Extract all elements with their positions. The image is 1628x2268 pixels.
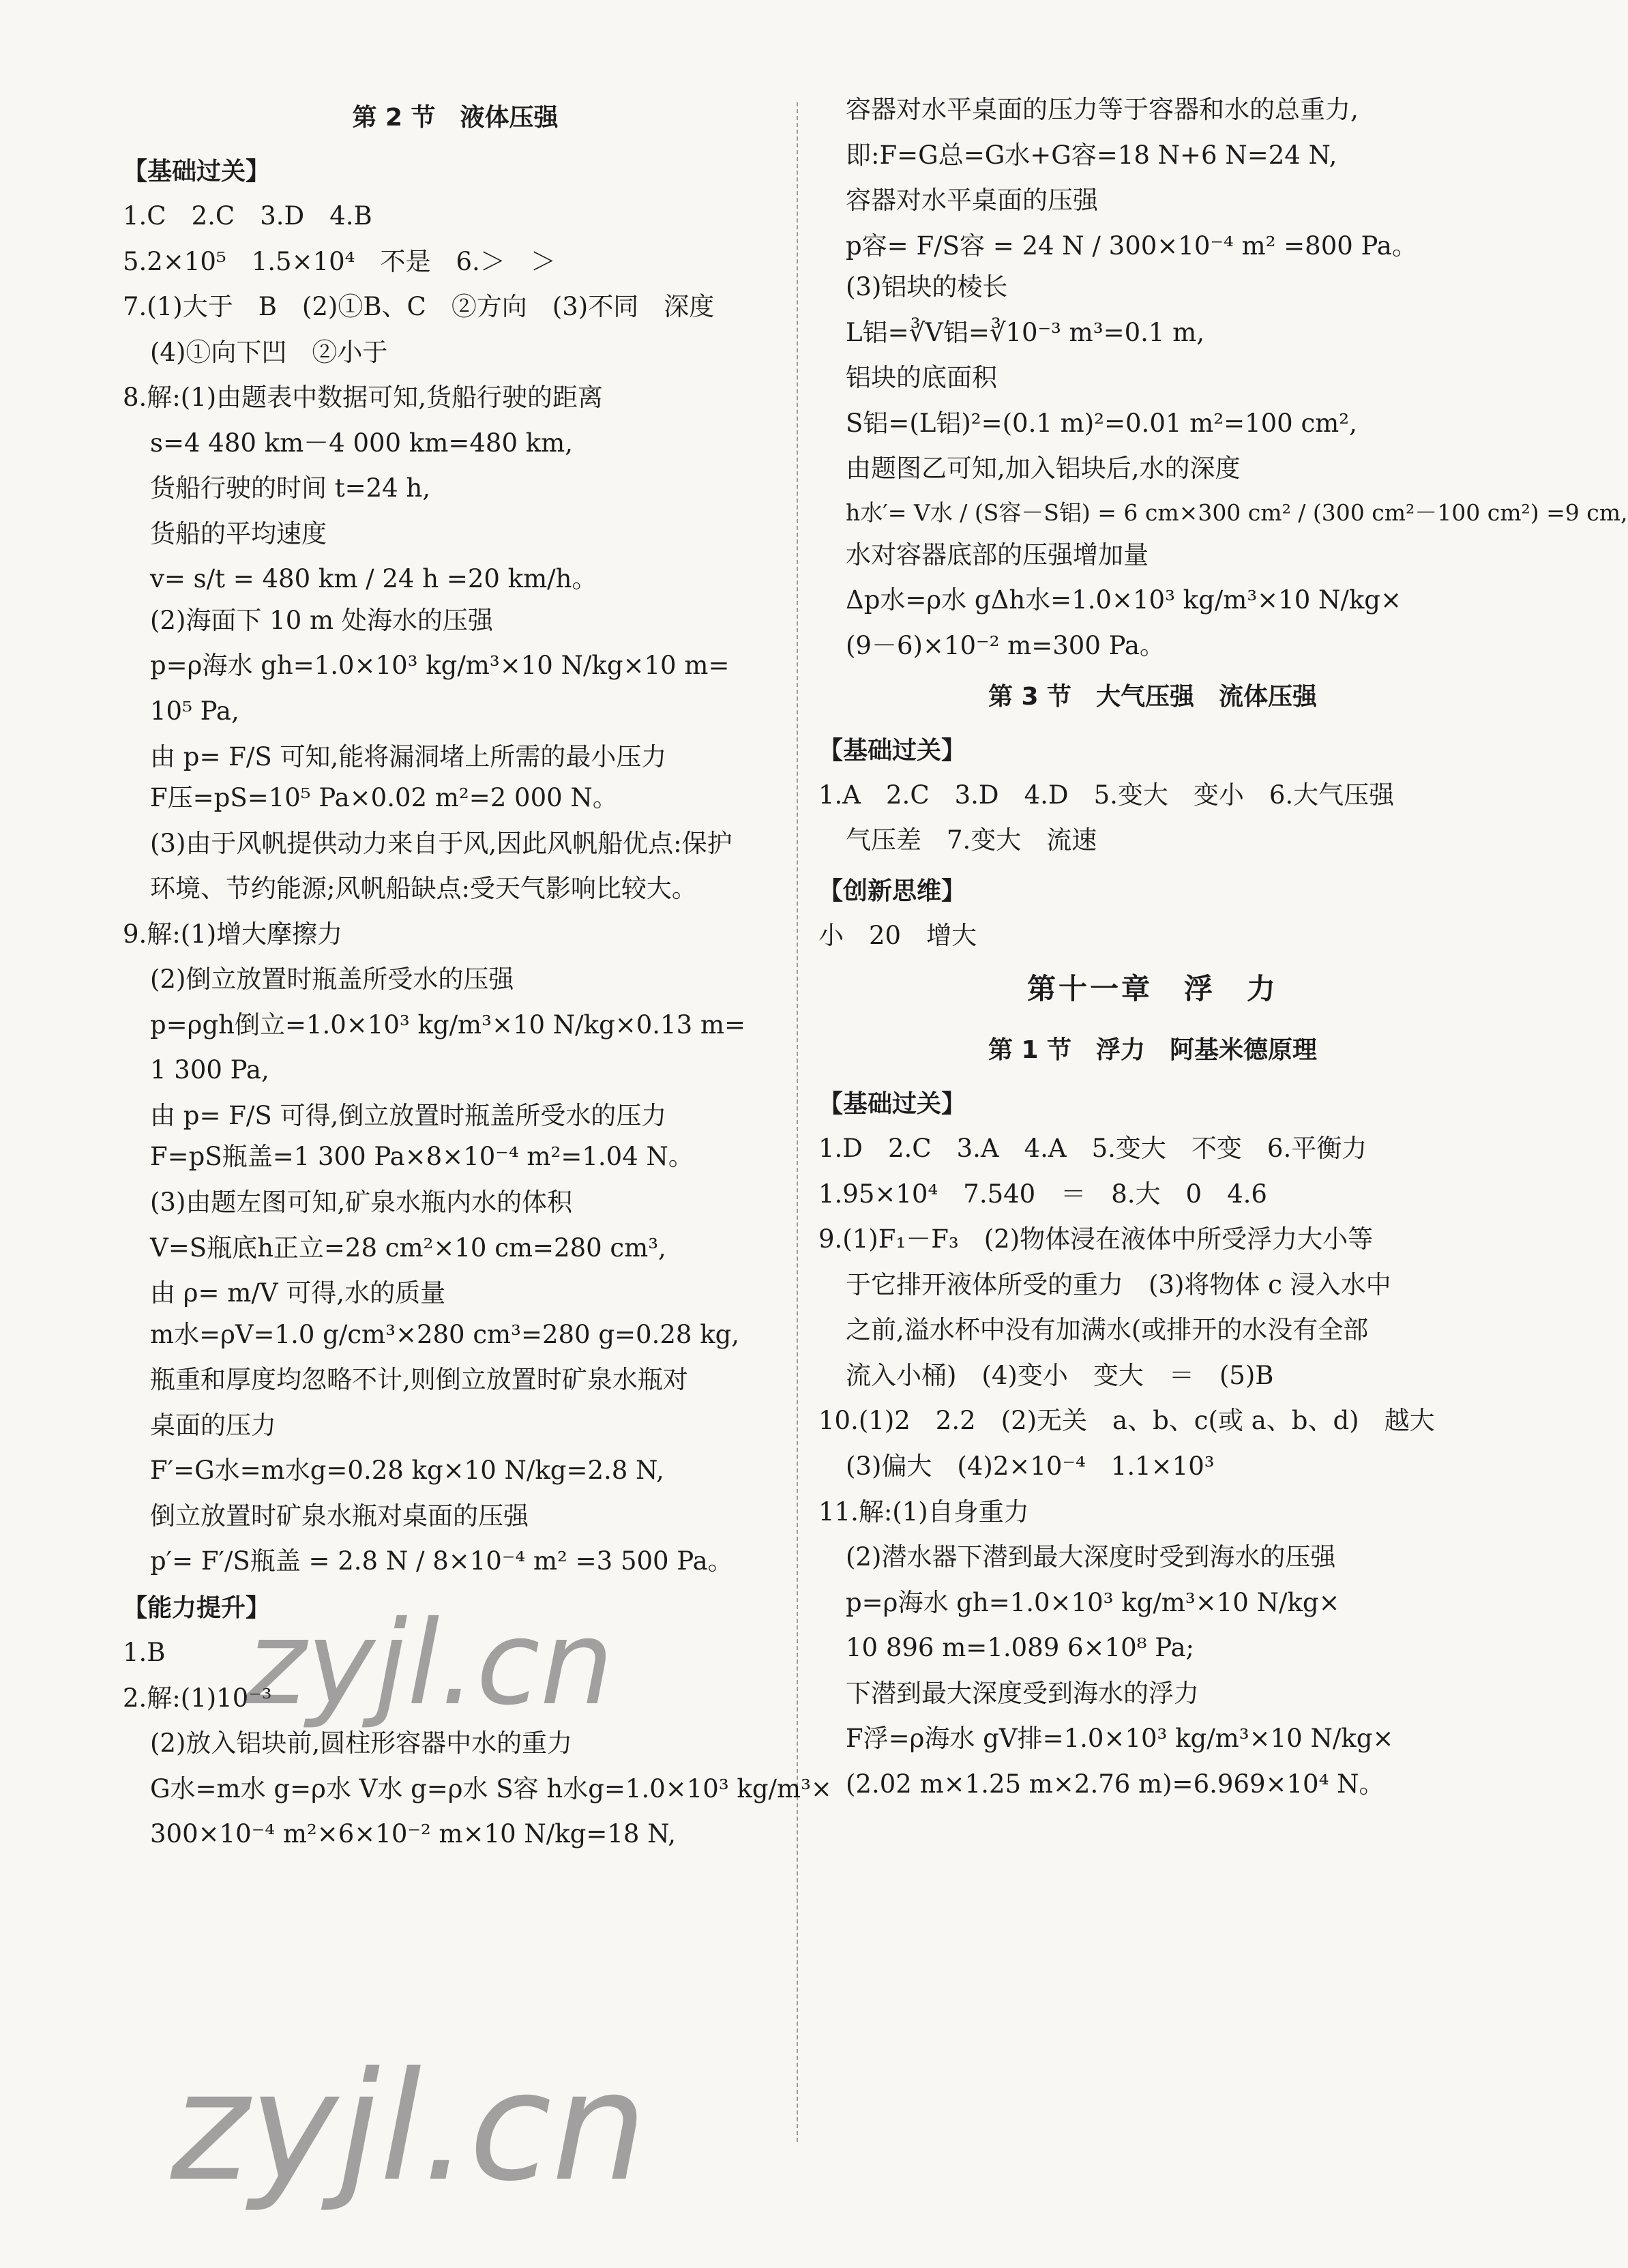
formula-line: F′=G水=m水g=0.28 kg×10 N/kg=2.8 N,	[150, 1456, 664, 1486]
formula-line: 10 896 m=1.089 6×10⁸ Pa;	[846, 1633, 1194, 1663]
answer-line: s=4 480 km－4 000 km=480 km,	[150, 428, 574, 458]
formula-line: p=ρ海水 gh=1.0×10³ kg/m³×10 N/kg×10 m=	[150, 651, 730, 681]
answer-line: 1 300 Pa,	[150, 1055, 269, 1085]
answer-line: (3)由于风帆提供动力来自于风,因此风帆船优点:保护	[150, 828, 732, 858]
formula-line: 由 p= F/S 可得,倒立放置时瓶盖所受水的压力	[150, 1100, 667, 1130]
answer-line: 水对容器底部的压强增加量	[846, 540, 1149, 570]
answer-line: 1.B	[123, 1637, 166, 1667]
answer-line: 之前,溢水杯中没有加满水(或排开的水没有全部	[846, 1315, 1369, 1345]
answer-line: 1.C 2.C 3.D 4.B	[123, 201, 372, 231]
formula-line: p=ρ海水 gh=1.0×10³ kg/m³×10 N/kg×	[846, 1587, 1340, 1617]
answer-line: 容器对水平桌面的压强	[846, 186, 1098, 216]
answer-line: 9.解:(1)增大摩擦力	[123, 919, 343, 949]
formula-line: V=S瓶底h正立=28 cm²×10 cm=280 cm³,	[150, 1233, 666, 1263]
formula-line: Δp水=ρ水 gΔh水=1.0×10³ kg/m³×10 N/kg×	[846, 585, 1402, 615]
answer-line: 倒立放置时矿泉水瓶对桌面的压强	[150, 1501, 529, 1531]
watermark: zyjl.cn	[171, 2039, 647, 2214]
answer-line: (3)偏大 (4)2×10⁻⁴ 1.1×10³	[846, 1452, 1215, 1482]
chapter-title: 第十一章 浮 力	[1026, 972, 1278, 1006]
answer-line: 环境、节约能源;风帆船缺点:受天气影响比较大。	[150, 874, 697, 904]
formula-line: F=pS瓶盖=1 300 Pa×8×10⁻⁴ m²=1.04 N。	[150, 1142, 694, 1172]
formula-line: m水=ρV=1.0 g/cm³×280 cm³=280 g=0.28 kg,	[150, 1319, 740, 1349]
section-label: 【创新思维】	[818, 877, 966, 905]
formula-line: h水′= V水 / (S容－S铝) = 6 cm×300 cm² / (300 cm²－100 cm²) =9 cm,	[846, 499, 1628, 526]
answer-line: (4)①向下凹 ②小于	[150, 337, 388, 367]
answer-line: 桌面的压力	[150, 1410, 276, 1440]
formula-line: p容= F/S容 = 24 N / 300×10⁻⁴ m² =800 Pa。	[846, 231, 1417, 261]
answer-line: 气压差 7.变大 流速	[846, 825, 1097, 855]
formula-line: (9－6)×10⁻² m=300 Pa。	[846, 631, 1165, 661]
answer-line: (2)倒立放置时瓶盖所受水的压强	[150, 964, 514, 995]
answer-line: (3)由题左图可知,矿泉水瓶内水的体积	[150, 1188, 573, 1218]
section-title: 第 2 节 液体压强	[352, 104, 559, 132]
column-divider	[797, 102, 798, 2142]
right-column	[818, 95, 1628, 1815]
answer-line: 货船的平均速度	[150, 518, 327, 548]
answer-line: 1.A 2.C 3.D 4.D 5.变大 变小 6.大气压强	[818, 780, 1395, 810]
answer-line: 于它排开液体所受的重力 (3)将物体 c 浸入水中	[846, 1269, 1391, 1299]
formula-line: 由 ρ= m/V 可得,水的质量	[150, 1278, 446, 1308]
section-title: 第 3 节 大气压强 流体压强	[988, 682, 1318, 711]
left-column	[123, 95, 832, 1866]
answer-line: 9.(1)F₁－F₃ (2)物体浸在液体中所受浮力大小等	[818, 1224, 1374, 1254]
formula-line: G水=m水 g=ρ水 V水 g=ρ水 S容 h水g=1.0×10³ kg/m³×	[150, 1773, 832, 1803]
formula-line: L铝=∛V铝=∛10⁻³ m³=0.1 m,	[846, 317, 1205, 347]
formula-line: p=ρgh倒立=1.0×10³ kg/m³×10 N/kg×0.13 m=	[150, 1010, 745, 1040]
watermark: zyjl.cn	[246, 1596, 614, 1731]
answer-line: 7.(1)大于 B (2)①B、C ②方向 (3)不同 深度	[123, 292, 715, 322]
answer-line: 小 20 增大	[818, 920, 977, 950]
answer-line: 瓶重和厚度均忽略不计,则倒立放置时矿泉水瓶对	[150, 1365, 688, 1395]
answer-line: 1.95×10⁴ 7.540 ＝ 8.大 0 4.6	[818, 1179, 1267, 1209]
section-label: 【基础过关】	[818, 736, 966, 765]
formula-line: 300×10⁻⁴ m²×6×10⁻² m×10 N/kg=18 N,	[150, 1819, 676, 1849]
answer-line: 流入小桶) (4)变小 变大 ＝ (5)B	[846, 1360, 1274, 1390]
answer-line: (3)铝块的棱长	[846, 272, 1008, 302]
answer-line: 2.解:(1)10⁻³	[123, 1683, 272, 1713]
section-label: 【基础过关】	[818, 1090, 966, 1119]
formula-line: F压=pS=10⁵ Pa×0.02 m²=2 000 N。	[150, 783, 618, 813]
formula-line: S铝=(L铝)²=(0.1 m)²=0.01 m²=100 cm²,	[846, 408, 1357, 438]
answer-line: (2)放入铝块前,圆柱形容器中水的重力	[150, 1728, 573, 1758]
answer-line: 1.D 2.C 3.A 4.A 5.变大 不变 6.平衡力	[818, 1134, 1367, 1164]
section-label: 【基础过关】	[123, 158, 271, 186]
answer-line: 由题图乙可知,加入铝块后,水的深度	[846, 454, 1241, 484]
answer-line: 铝块的底面积	[846, 363, 997, 393]
answer-line: 8.解:(1)由题表中数据可知,货船行驶的距离	[123, 383, 603, 413]
answer-line: 容器对水平桌面的压力等于容器和水的总重力,	[846, 95, 1359, 124]
answer-line: 10⁵ Pa,	[150, 696, 239, 726]
answer-line: 下潜到最大深度受到海水的浮力	[846, 1678, 1199, 1708]
formula-line: p′= F′/S瓶盖 = 2.8 N / 8×10⁻⁴ m² =3 500 Pa。	[150, 1546, 733, 1576]
answer-line: 5.2×10⁵ 1.5×10⁴ 不是 6.＞ ＞	[123, 246, 556, 276]
section-title: 第 1 节 浮力 阿基米德原理	[988, 1036, 1318, 1065]
formula-line: F浮=ρ海水 gV排=1.0×10³ kg/m³×10 N/kg×	[846, 1724, 1394, 1754]
section-label: 【能力提升】	[123, 1593, 271, 1622]
answer-line: (2)海面下 10 m 处海水的压强	[150, 605, 493, 635]
formula-line: (2.02 m×1.25 m×2.76 m)=6.969×10⁴ N。	[846, 1769, 1385, 1799]
answer-line: 10.(1)2 2.2 (2)无关 a、b、c(或 a、b、d) 越大	[818, 1406, 1435, 1436]
formula-line: v= s/t = 480 km / 24 h =20 km/h。	[150, 564, 597, 594]
answer-line: 11.解:(1)自身重力	[818, 1497, 1029, 1527]
answer-line: (2)潜水器下潜到最大深度时受到海水的压强	[846, 1542, 1336, 1572]
formula-line: 由 p= F/S 可知,能将漏洞堵上所需的最小压力	[150, 741, 667, 771]
answer-line: 货船行驶的时间 t=24 h,	[150, 473, 431, 503]
formula-line: 即:F=G总=G水+G容=18 N+6 N=24 N,	[846, 140, 1337, 170]
